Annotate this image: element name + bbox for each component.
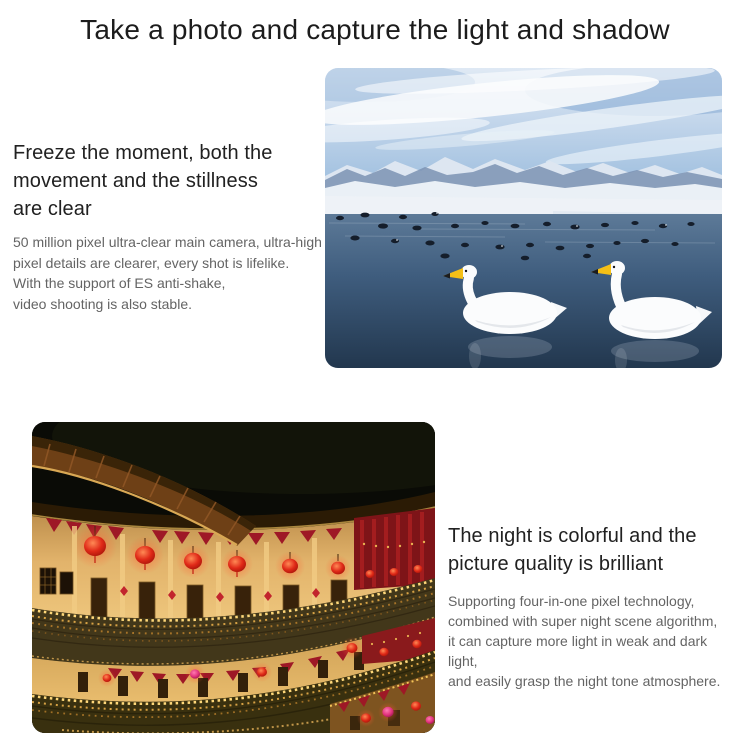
swan-lake-winter-photo — [325, 68, 722, 368]
feature-body: Supporting four-in-one pixel technology, combined with super night scene algorithm, it can capture more light in weak and dark light, and easily grasp the night tone atmosphere. — [448, 593, 721, 689]
tulou-night-photo — [32, 422, 435, 733]
feature-text-night — [448, 522, 738, 691]
tulou-photo-illustration — [32, 422, 435, 733]
feature-heading: Freeze the moment, both the movement and the stillness are clear — [13, 142, 273, 220]
feature-heading: The night is colorful and the picture quality is brilliant — [448, 525, 697, 575]
feature-body: 50 million pixel ultra-clear main camera, ultra-high pixel details are clearer, every shot is lifelike. With the support of ES anti-shake, video shooting is also stable. — [13, 234, 322, 312]
page-title: Take a photo and capture the light and shadow — [80, 14, 670, 45]
swan-photo-illustration — [325, 68, 722, 368]
feature-text-freeze — [13, 139, 343, 314]
